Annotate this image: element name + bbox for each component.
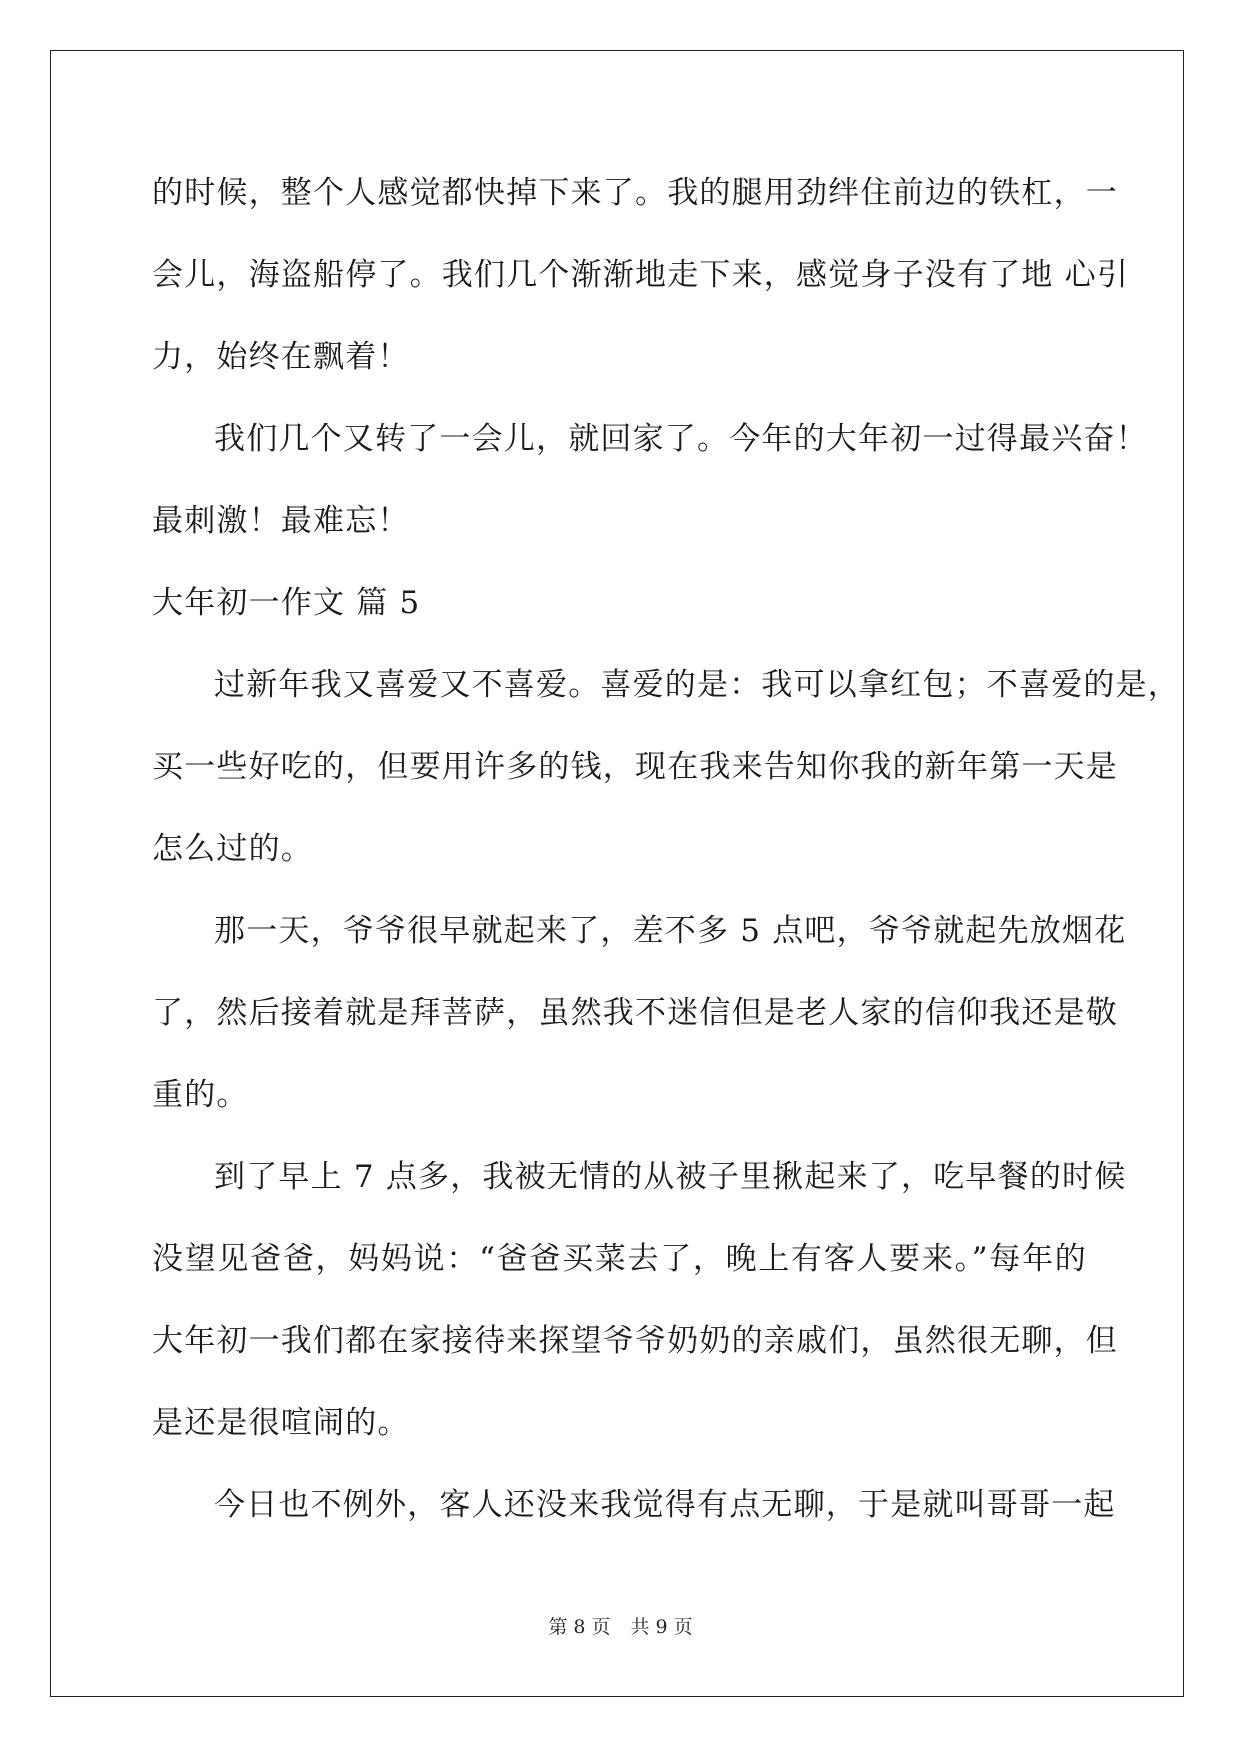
text-line: 会儿，海盗船停了。我们几个渐渐地走下来，感觉身子没有了地 心引 [152, 257, 1130, 293]
text-line: 重的。 [152, 1077, 249, 1113]
text-line: 怎么过的。 [152, 831, 313, 867]
paragraph-start-line: 过新年我又喜爱又不喜爱。喜爱的是：我可以拿红包；不喜爱的是， [214, 667, 1180, 703]
text-line: 最刺激！最难忘！ [152, 503, 410, 539]
text-line: 的时候，整个人感觉都快掉下来了。我的腿用劲绊住前边的铁杠，一 [152, 175, 1118, 211]
paragraph-start-line: 到了早上 7 点多，我被无情的从被子里揪起来了，吃早餐的时候 [214, 1159, 1127, 1195]
text-line: 买一些好吃的，但要用许多的钱，现在我来告知你我的新年第一天是 [152, 749, 1118, 785]
text-line: 是还是很喧闹的。 [152, 1405, 410, 1441]
text-line: 没望见爸爸，妈妈说：“爸爸买菜去了，晚上有客人要来。”每年的 [152, 1241, 1087, 1277]
page-total: 共 9 页 [630, 1616, 693, 1638]
page-footer [0, 1612, 1241, 1639]
paragraph-start-line: 今日也不例外，客人还没来我觉得有点无聊，于是就叫哥哥一起 [214, 1487, 1116, 1523]
text-line: 了，然后接着就是拜菩萨，虽然我不迷信但是老人家的信仰我还是敬 [152, 995, 1118, 1031]
section-heading: 大年初一作文 篇 5 [152, 585, 421, 621]
text-line: 大年初一我们都在家接待来探望爷爷奶奶的亲戚们，虽然很无聊，但 [152, 1323, 1118, 1359]
document-body [152, 152, 1180, 1546]
page-number: 第 8 页 [548, 1616, 611, 1638]
paragraph-start-line: 我们几个又转了一会儿，就回家了。今年的大年初一过得最兴奋！ [214, 421, 1148, 457]
paragraph-start-line: 那一天，爷爷很早就起来了，差不多 5 点吧，爷爷就起先放烟花 [214, 913, 1127, 949]
text-line: 力，始终在飘着！ [152, 339, 410, 375]
